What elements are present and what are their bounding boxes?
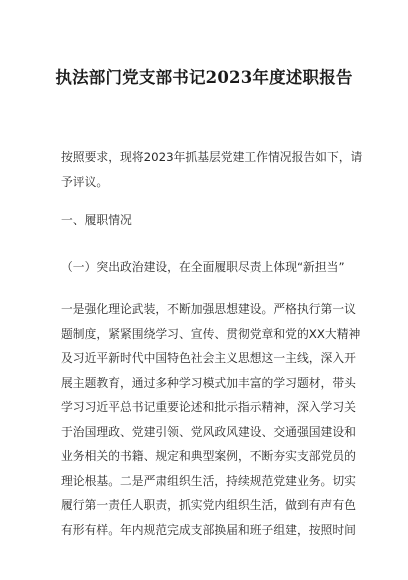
body-line-5: 学习习近平总书记重要论述和批示指示精神，深入学习关 xyxy=(61,400,356,414)
subheading: （一）突出政治建设，在全面履职尽责上体现“新担当” xyxy=(61,260,345,274)
section-heading: 一、履职情况 xyxy=(61,213,132,227)
body-line-4: 展主题教育，通过多种学习模式加丰富的学习题材，带头 xyxy=(61,375,356,390)
body-line-1: 一是强化理论武装，不断加强思想建设。严格执行第一议 xyxy=(61,302,356,316)
intro-line-1: 按照要求，现将2023年抓基层党建工作情况报告如下，请 xyxy=(61,150,363,164)
document-title: 执法部门党支部书记2023年度述职报告 xyxy=(55,68,353,87)
body-line-8: 理论根基。二是严肃组织生活，持续规范党建业务。切实 xyxy=(61,473,356,488)
body-line-7: 业务相关的书籍、规定和典型案例，不断夯实支部党员的 xyxy=(61,449,356,463)
body-line-6: 于治国理政、党建引领、党风政风建设、交通强国建设和 xyxy=(61,424,356,439)
body-line-10: 有形有样。年内规范完成支部换届和班子组建，按照时间 xyxy=(61,522,356,537)
intro-line-2: 予评议。 xyxy=(61,174,109,189)
body-paragraph xyxy=(61,297,361,542)
body-line-9: 履行第一责任人职责，抓实党内组织生活，做到有声有色 xyxy=(61,498,356,512)
body-line-2: 题制度，紧紧围绕学习、宣传、贯彻党章和党的XX大精神 xyxy=(61,326,361,341)
intro-paragraph xyxy=(61,145,363,194)
body-line-3: 及习近平新时代中国特色社会主义思想这一主线，深入开 xyxy=(61,351,356,365)
